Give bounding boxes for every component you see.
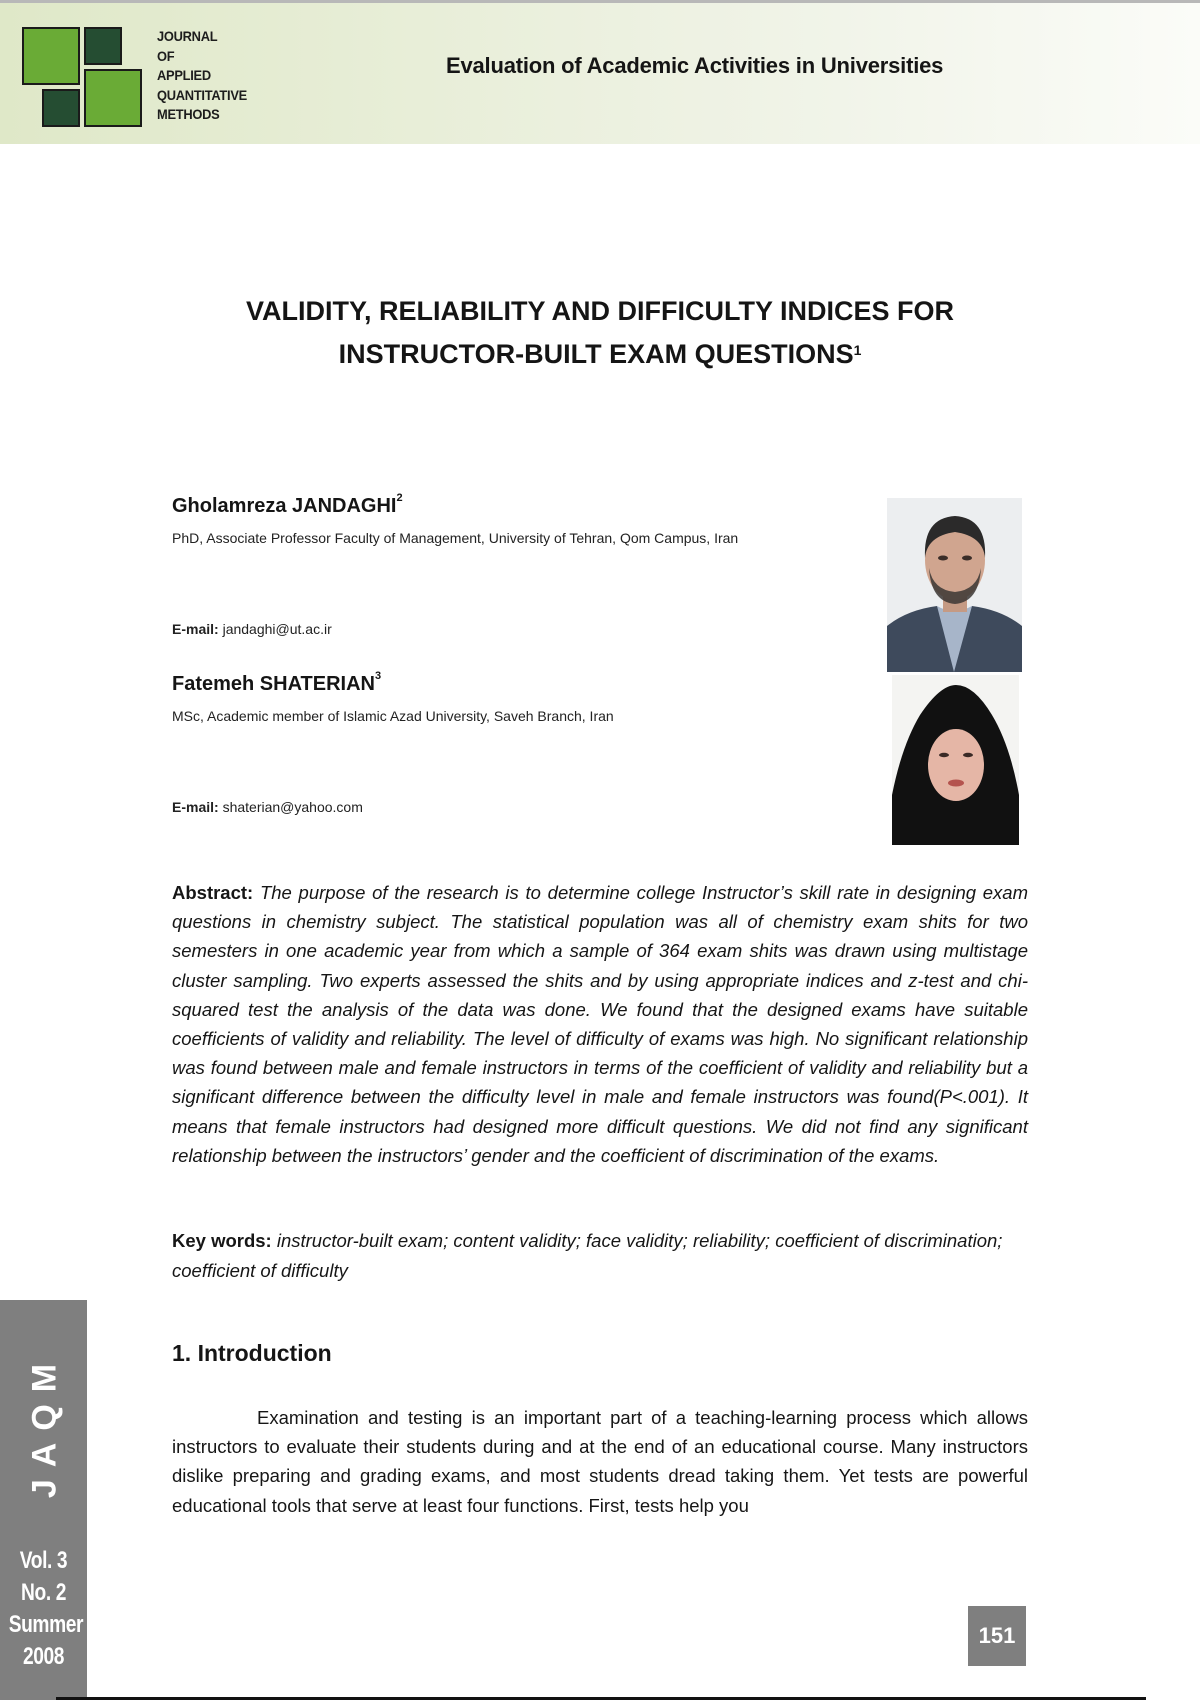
author-footnote-marker[interactable]: 3: [375, 670, 382, 682]
author-name: [172, 492, 403, 518]
article-title: [170, 290, 1030, 376]
author-name: [172, 670, 382, 696]
author-name-text: Gholamreza JANDAGHI: [172, 495, 397, 517]
journal-name-line: QUANTITATIVE: [157, 86, 247, 103]
sidebar-issue-info: [8, 1545, 84, 1673]
journal-logo-icon: [20, 25, 145, 128]
journal-name-line: OF: [157, 47, 175, 64]
author-name-text: Fatemeh SHATERIAN: [172, 673, 375, 695]
journal-name-line: JOURNAL: [157, 28, 218, 44]
logo-square-dark-1: [84, 27, 122, 65]
email-link[interactable]: shaterian@yahoo.com: [222, 799, 363, 815]
issue-number: No. 2: [21, 1579, 66, 1606]
author-affiliation: PhD, Associate Professor Faculty of Management, University of Tehran, Qom Campus, Iran: [172, 530, 739, 546]
author-email: [172, 799, 363, 815]
page-number: 151: [968, 1606, 1026, 1666]
abstract-text: The purpose of the research is to determine college Instructor’s skill rate in designing exam questions in chemistry subject. The statistical population was all of chemistry exam shits for two semesters in one academic year from which a sample of 364 exam shits was drawn using multistage cluster sampling. Two experts assessed the shits and by using appropriate indices and z-test and chi-squared test the analysis of the data was done. We found that the designed exams have suitable coefficients of validity and reliability. The level of difficulty of exams was high. No significant relationship was found between male and female instructors in terms of the coefficient of validity and reliability but a significant difference between the difficulty level in male and female instructors was found(P<.001). It means that female instructors had designed more difficult questions. We did not find any significant relationship between the instructors’ gender and the coefficient of discrimination of the exams.: [172, 882, 1028, 1166]
email-link[interactable]: jandaghi@ut.ac.ir: [222, 621, 332, 637]
issue-volume: Vol. 3: [19, 1547, 68, 1574]
title-line-2-text: INSTRUCTOR-BUILT EXAM QUESTIONS: [338, 339, 854, 369]
author-email: [172, 621, 332, 637]
journal-name-line: APPLIED: [157, 67, 211, 83]
issue-season: Summer: [8, 1611, 84, 1638]
journal-name: [157, 27, 247, 125]
author-footnote-marker[interactable]: 2: [396, 492, 403, 504]
logo-square-light-1: [22, 27, 80, 85]
email-label: E-mail:: [172, 621, 219, 637]
title-line-2: [170, 333, 1030, 376]
running-title: Evaluation of Academic Activities in Universities: [446, 53, 944, 78]
introduction-paragraph: Examination and testing is an important part of a teaching-learning process which allows instructors to evaluate their students during and at the end of an educational course. Many instructors dislike preparing and grading exams, and most students dread taking them. Yet tests are powerful educational tools that serve at least four functions. First, tests help you: [172, 1407, 1028, 1516]
abstract-label: Abstract:: [172, 882, 254, 903]
sidebar-journal-abbrev: JAQM: [25, 1351, 64, 1499]
keywords-text: instructor-built exam; content validity; face validity; reliability; coefficient of discrimination; coefficient of difficulty: [172, 1230, 1003, 1281]
logo-square-dark-2: [42, 89, 80, 127]
issue-year: 2008: [22, 1643, 65, 1670]
section-heading-introduction: 1. Introduction: [172, 1340, 332, 1366]
logo-square-light-2: [84, 69, 142, 127]
email-label: E-mail:: [172, 799, 219, 815]
journal-header: [0, 0, 1200, 144]
title-footnote-marker[interactable]: 1: [853, 342, 862, 358]
author-photo-man-icon: [887, 498, 1022, 672]
author-affiliation: MSc, Academic member of Islamic Azad University, Saveh Branch, Iran: [172, 708, 614, 724]
author-photo-woman-icon: [892, 675, 1019, 845]
title-line-1: VALIDITY, RELIABILITY AND DIFFICULTY INDICES FOR: [245, 296, 954, 326]
keywords: [172, 1226, 1028, 1285]
keywords-label: Key words:: [172, 1230, 272, 1251]
journal-name-line: METHODS: [157, 106, 220, 122]
abstract: [172, 878, 1028, 1170]
